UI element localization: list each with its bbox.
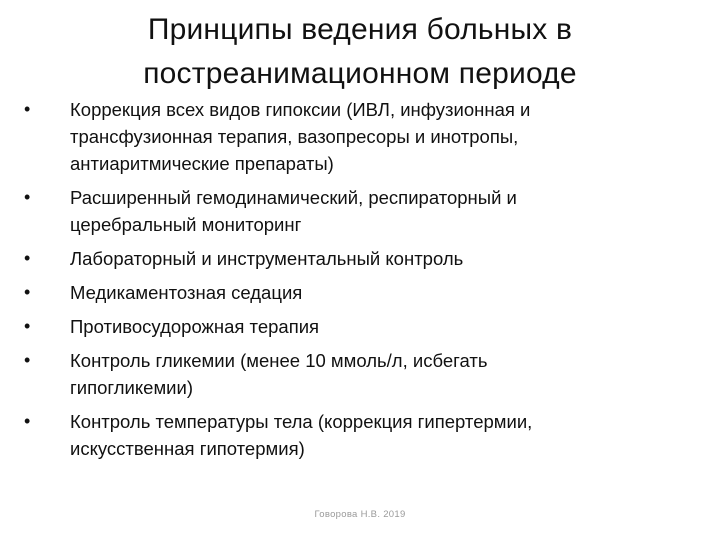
- slide-title-line: постреанимационном периоде: [143, 57, 577, 90]
- bullet-item-monitoring: [22, 184, 682, 238]
- bullet-dot-icon: •: [24, 187, 31, 207]
- bullet-text-line: антиаритмические препараты): [70, 153, 334, 174]
- bullet-item-temperature: [22, 408, 682, 462]
- slide-title: [60, 8, 660, 96]
- bullet-text-line: Медикаментозная седация: [70, 282, 303, 303]
- bullet-list: [22, 96, 682, 469]
- bullet-text-line: Коррекция всех видов гипоксии (ИВЛ, инфузионная и: [70, 99, 531, 120]
- bullet-item-hypoxia-correction: [22, 96, 682, 177]
- bullet-text-line: искусственная гипотермия): [70, 438, 305, 459]
- bullet-text-line: гипогликемии): [70, 377, 193, 398]
- bullet-text-line: Расширенный гемодинамический, респираторный и: [70, 187, 517, 208]
- bullet-text-line: Противосудорожная терапия: [70, 316, 320, 337]
- bullet-text-line: трансфузионная терапия, вазопресоры и инотропы,: [70, 126, 519, 147]
- bullet-dot-icon: •: [24, 411, 31, 431]
- slide-title-line: Принципы ведения больных в: [147, 13, 573, 46]
- bullet-dot-icon: •: [24, 248, 31, 268]
- bullet-dot-icon: •: [24, 99, 31, 119]
- bullet-item-sedation: [22, 279, 682, 306]
- bullet-item-lab-control: [22, 245, 682, 272]
- bullet-dot-icon: •: [24, 350, 31, 370]
- bullet-item-anticonvulsant: [22, 313, 682, 340]
- slide-footer: Говорова Н.В. 2019: [314, 509, 406, 520]
- bullet-text-line: Лабораторный и инструментальный контроль: [70, 248, 464, 269]
- bullet-item-glycemia: [22, 347, 682, 401]
- bullet-dot-icon: •: [24, 316, 31, 336]
- bullet-dot-icon: •: [24, 282, 31, 302]
- bullet-text-line: Контроль температуры тела (коррекция гипертермии,: [70, 411, 533, 432]
- bullet-text-line: Контроль гликемии (менее 10 ммоль/л, исбегать: [70, 350, 488, 371]
- bullet-text-line: церебральный мониторинг: [70, 214, 302, 235]
